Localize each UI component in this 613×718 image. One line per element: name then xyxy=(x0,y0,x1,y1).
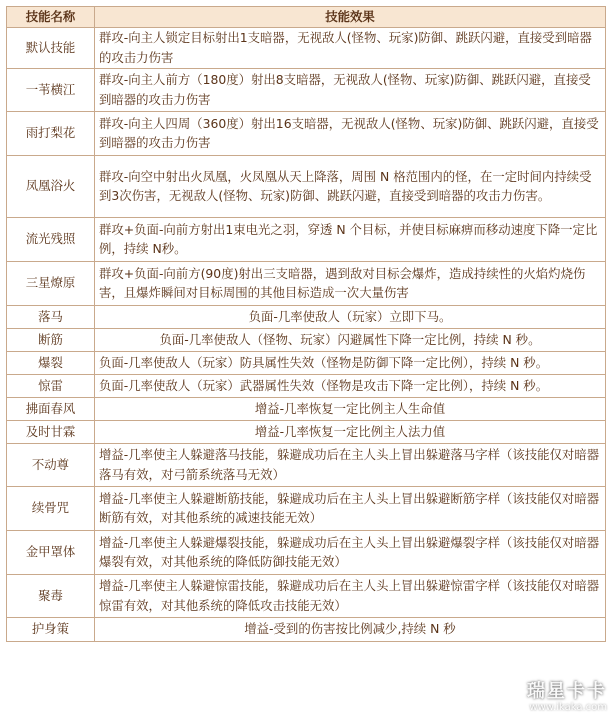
table-row xyxy=(7,155,606,217)
skill-name: 爆裂 xyxy=(7,351,95,374)
skill-effect: 负面-几率使敌人（玩家）武器属性失效（怪物是攻击下降一定比例），持续 N 秒。 xyxy=(95,374,606,397)
skill-name: 不动尊 xyxy=(7,443,95,486)
skill-effect: 增益-几率使主人躲避断筋技能，躲避成功后在主人头上冒出躲避断筋字样（该技能仅对暗器断筋有效，对其他系统的减速技能无效） xyxy=(95,486,606,530)
skill-effect: 群攻-向主人四周（360度）射出16支暗器，无视敌人(怪物、玩家)防御、跳跃闪避，直接受到暗器的攻击力伤害 xyxy=(95,111,606,155)
skill-name: 落马 xyxy=(7,305,95,328)
watermark-logo xyxy=(457,682,607,716)
skill-name: 一苇横江 xyxy=(7,68,95,111)
skill-name: 续骨咒 xyxy=(7,486,95,530)
skill-name: 聚毒 xyxy=(7,574,95,617)
skill-effect: 群攻-向主人锁定目标射出1支暗器，无视敌人(怪物、玩家)防御、跳跃闪避，直接受到暗器的攻击力伤害 xyxy=(95,27,606,68)
skill-name: 默认技能 xyxy=(7,27,95,68)
table-row xyxy=(7,68,606,111)
watermark-brand: 瑞星卡卡 xyxy=(527,681,607,702)
skill-effect: 群攻-向空中射出火凤凰，火凤凰从天上降落，周围 N 格范围内的怪，在一定时间内持续受到3次伤害，无视敌人(怪物、玩家)防御、跳跃闪避，直接受到暗器的攻击力伤害。 xyxy=(95,155,606,217)
skill-table xyxy=(6,6,606,642)
table-row xyxy=(7,397,606,420)
table-row xyxy=(7,374,606,397)
table-row xyxy=(7,443,606,486)
skill-name: 及时甘霖 xyxy=(7,420,95,443)
header-skill-name: 技能名称 xyxy=(7,7,95,28)
skill-effect: 增益-几率恢复一定比例主人生命值 xyxy=(95,397,606,420)
skill-effect: 增益-几率使主人躲避爆裂技能，躲避成功后在主人头上冒出躲避爆裂字样（该技能仅对暗器爆裂有效，对其他系统的降低防御技能无效） xyxy=(95,530,606,574)
skill-effect: 增益-几率恢复一定比例主人法力值 xyxy=(95,420,606,443)
table-row xyxy=(7,351,606,374)
skill-effect: 增益-几率使主人躲避落马技能，躲避成功后在主人头上冒出躲避落马字样（该技能仅对暗器落马有效，对弓箭系统落马无效） xyxy=(95,443,606,486)
skill-effect: 群攻+负面-向前方(90度)射出三支暗器，遇到敌对目标会爆炸，造成持续性的火焰灼烧伤害，且爆炸瞬间对目标周围的其他目标造成一次大量伤害 xyxy=(95,261,606,305)
skill-effect: 群攻-向主人前方（180度）射出8支暗器，无视敌人(怪物、玩家)防御、跳跃闪避，直接受到暗器的攻击力伤害 xyxy=(95,68,606,111)
table-row xyxy=(7,530,606,574)
table-row xyxy=(7,217,606,261)
table-row xyxy=(7,305,606,328)
skill-name: 断筋 xyxy=(7,328,95,351)
table-row xyxy=(7,420,606,443)
table-row xyxy=(7,27,606,68)
skill-name: 护身策 xyxy=(7,617,95,641)
skill-name: 惊雷 xyxy=(7,374,95,397)
skill-name: 拂面春风 xyxy=(7,397,95,420)
skill-name: 雨打梨花 xyxy=(7,111,95,155)
header-row xyxy=(7,7,606,28)
skill-effect: 负面-几率使敌人（怪物、玩家）闪避属性下降一定比例，持续 N 秒。 xyxy=(95,328,606,351)
header-skill-effect: 技能效果 xyxy=(95,7,606,28)
table-row xyxy=(7,617,606,641)
skill-effect: 群攻+负面-向前方射出1束电光之羽，穿透 N 个目标，并使目标麻痹而移动速度下降一定比例，持续 N秒。 xyxy=(95,217,606,261)
skill-name: 凤凰浴火 xyxy=(7,155,95,217)
skill-effect: 增益-受到的伤害按比例减少,持续 N 秒 xyxy=(95,617,606,641)
skill-effect: 增益-几率使主人躲避惊雷技能，躲避成功后在主人头上冒出躲避惊雷字样（该技能仅对暗器惊雷有效，对其他系统的降低攻击技能无效） xyxy=(95,574,606,617)
watermark-url: www.ikaka.com xyxy=(529,702,607,713)
table-row xyxy=(7,111,606,155)
table-row xyxy=(7,328,606,351)
skill-name: 三星燎原 xyxy=(7,261,95,305)
skill-effect: 负面-几率使敌人（玩家）防具属性失效（怪物是防御下降一定比例），持续 N 秒。 xyxy=(95,351,606,374)
skill-name: 流光残照 xyxy=(7,217,95,261)
table-row xyxy=(7,486,606,530)
skill-name: 金甲罩体 xyxy=(7,530,95,574)
table-row xyxy=(7,574,606,617)
table-row xyxy=(7,261,606,305)
skill-effect: 负面-几率使敌人（玩家）立即下马。 xyxy=(95,305,606,328)
